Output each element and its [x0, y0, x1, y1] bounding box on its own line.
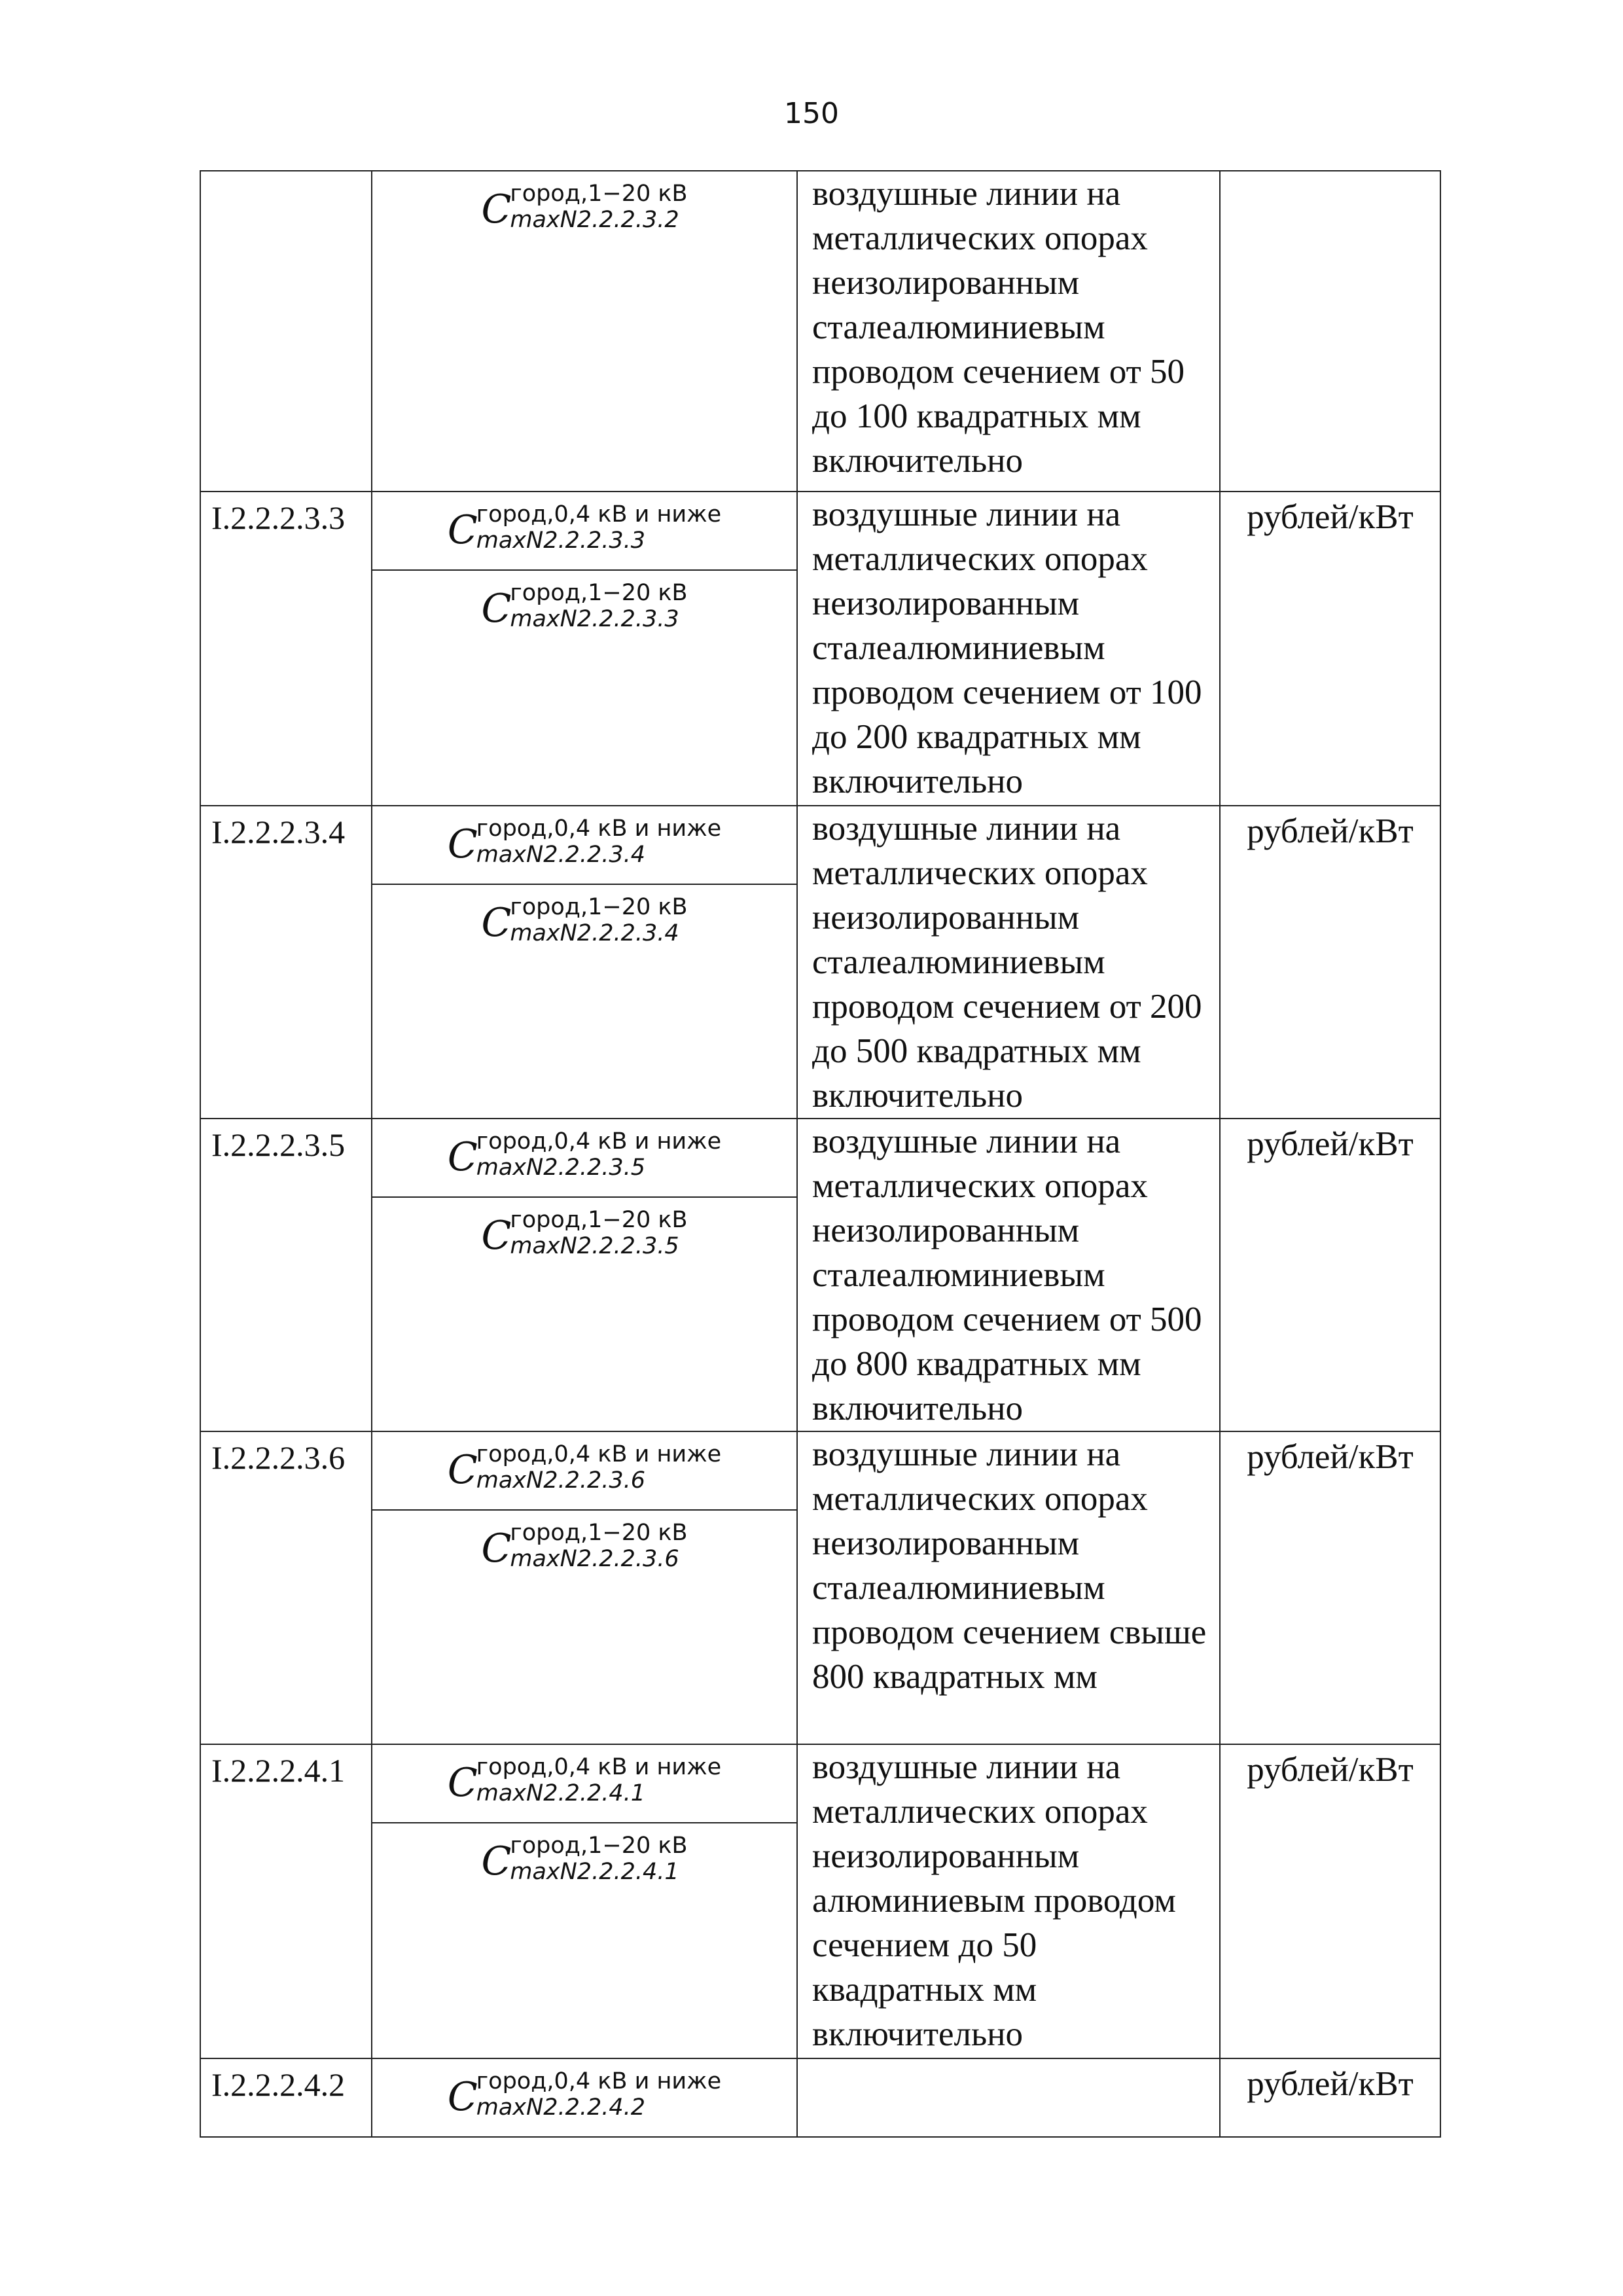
row-description: [797, 2058, 1220, 2137]
symbol-letter: C: [447, 2074, 478, 2120]
row-description: воздушные линии на металлических опорах неизолированным сталеалюминиевым проводом сечением свыше 800 квадратных мм: [797, 1431, 1220, 1744]
rate-symbols: [372, 1119, 797, 1431]
symbol-subscript: maxN2.2.2.3.3: [476, 528, 646, 554]
symbol-scripts: [510, 894, 687, 946]
symbol-letter: C: [447, 1447, 478, 1493]
symbol-scripts: [510, 1833, 687, 1885]
symbol-subscript: maxN2.2.2.3.2: [510, 207, 679, 233]
row-unit: рублей/кВт: [1220, 1431, 1440, 1744]
row-unit: рублей/кВт: [1220, 1119, 1440, 1431]
row-description: воздушные линии на металлических опорах неизолированным сталеалюминиевым проводом сечением от 500 до 800 квадратных мм включительно: [797, 1119, 1220, 1431]
row-description: воздушные линии на металлических опорах неизолированным сталеалюминиевым проводом сечением от 100 до 200 квадратных мм включительно: [797, 492, 1220, 806]
row-code: I.2.2.2.3.5: [200, 1119, 372, 1431]
symbol-subscript: maxN2.2.2.3.6: [510, 1546, 679, 1572]
symbol-letter: C: [481, 1839, 512, 1884]
row-description: воздушные линии на металлических опорах неизолированным алюминиевым проводом сечением до 50 квадратных мм включительно: [797, 1744, 1220, 2058]
symbol-letter: C: [481, 586, 512, 632]
table-row: [200, 1431, 1440, 1744]
row-unit: рублей/кВт: [1220, 2058, 1440, 2137]
row-description: воздушные линии на металлических опорах неизолированным сталеалюминиевым проводом сечением от 50 до 100 квадратных мм включительно: [797, 171, 1220, 492]
table-row: [200, 1744, 1440, 2058]
tariff-table: [200, 170, 1441, 2138]
symbol-superscript: город,0,4 кВ и ниже: [476, 501, 722, 528]
symbol-superscript: город,1−20 кВ: [510, 580, 688, 606]
symbol-letter: C: [447, 821, 478, 867]
rate-symbol: [372, 569, 796, 647]
row-code: [200, 171, 372, 492]
symbol-superscript: город,0,4 кВ и ниже: [476, 2068, 722, 2094]
symbol-superscript: город,0,4 кВ и ниже: [476, 1128, 722, 1155]
symbol-superscript: город,1−20 кВ: [510, 1833, 688, 1859]
symbol-letter: C: [447, 507, 478, 553]
rate-symbols: [372, 171, 797, 492]
row-code: I.2.2.2.3.4: [200, 806, 372, 1119]
symbol-subscript: maxN2.2.2.4.1: [476, 1780, 646, 1806]
symbol-superscript: город,0,4 кВ и ниже: [476, 816, 722, 842]
symbol-superscript: город,1−20 кВ: [510, 894, 688, 920]
rate-symbol: [372, 1822, 796, 1899]
rate-symbols: [372, 492, 797, 806]
symbol-subscript: maxN2.2.2.4.1: [510, 1859, 679, 1885]
rate-symbols: [372, 1744, 797, 2058]
page-number: 150: [784, 97, 839, 130]
symbol-subscript: maxN2.2.2.3.4: [510, 920, 679, 946]
rate-symbol: [372, 1432, 796, 1509]
symbol-scripts: [476, 816, 721, 868]
symbol-scripts: [476, 501, 721, 554]
rate-symbols: [372, 806, 797, 1119]
rate-symbol: [372, 1119, 796, 1196]
rate-symbol: [372, 1745, 796, 1822]
table-row: [200, 806, 1440, 1119]
symbol-superscript: город,1−20 кВ: [510, 1520, 688, 1546]
row-code: I.2.2.2.4.2: [200, 2058, 372, 2137]
symbol-scripts: [476, 1128, 721, 1181]
table-row: [200, 171, 1440, 492]
symbol-letter: C: [481, 1526, 512, 1571]
symbol-letter: C: [481, 187, 512, 232]
rate-symbol: [372, 806, 796, 884]
symbol-superscript: город,0,4 кВ и ниже: [476, 1441, 722, 1467]
table-row: [200, 2058, 1440, 2137]
symbol-superscript: город,1−20 кВ: [510, 181, 688, 207]
symbol-letter: C: [447, 1760, 478, 1806]
symbol-subscript: maxN2.2.2.3.5: [510, 1233, 679, 1259]
symbol-scripts: [510, 181, 687, 233]
rate-symbol: [372, 492, 796, 569]
rate-symbol: [372, 2059, 796, 2136]
row-code: I.2.2.2.4.1: [200, 1744, 372, 2058]
symbol-superscript: город,1−20 кВ: [510, 1207, 688, 1233]
symbol-scripts: [510, 1207, 687, 1259]
table-row: [200, 492, 1440, 806]
row-description: воздушные линии на металлических опорах неизолированным сталеалюминиевым проводом сечением от 200 до 500 квадратных мм включительно: [797, 806, 1220, 1119]
row-unit: рублей/кВт: [1220, 492, 1440, 806]
symbol-scripts: [510, 1520, 687, 1572]
symbol-subscript: maxN2.2.2.3.3: [510, 606, 679, 632]
rate-symbol: [372, 1509, 796, 1587]
symbol-letter: C: [447, 1134, 478, 1180]
row-code: I.2.2.2.3.3: [200, 492, 372, 806]
rate-symbol: [372, 1196, 796, 1274]
symbol-scripts: [476, 1441, 721, 1494]
row-unit: рублей/кВт: [1220, 806, 1440, 1119]
symbol-scripts: [510, 580, 687, 632]
row-unit: рублей/кВт: [1220, 1744, 1440, 2058]
symbol-letter: C: [481, 1213, 512, 1259]
rate-symbols: [372, 1431, 797, 1744]
table-row: [200, 1119, 1440, 1431]
symbol-scripts: [476, 2068, 721, 2121]
symbol-subscript: maxN2.2.2.3.4: [476, 842, 646, 868]
rate-symbol: [372, 884, 796, 961]
row-unit: [1220, 171, 1440, 492]
symbol-subscript: maxN2.2.2.3.6: [476, 1467, 646, 1494]
row-code: I.2.2.2.3.6: [200, 1431, 372, 1744]
symbol-superscript: город,0,4 кВ и ниже: [476, 1754, 722, 1780]
symbol-subscript: maxN2.2.2.3.5: [476, 1155, 646, 1181]
rate-symbols: [372, 2058, 797, 2137]
tariff-table-body: [200, 171, 1440, 2137]
symbol-letter: C: [481, 900, 512, 946]
rate-symbol: [372, 171, 796, 249]
symbol-subscript: maxN2.2.2.4.2: [476, 2094, 646, 2121]
symbol-scripts: [476, 1754, 721, 1806]
